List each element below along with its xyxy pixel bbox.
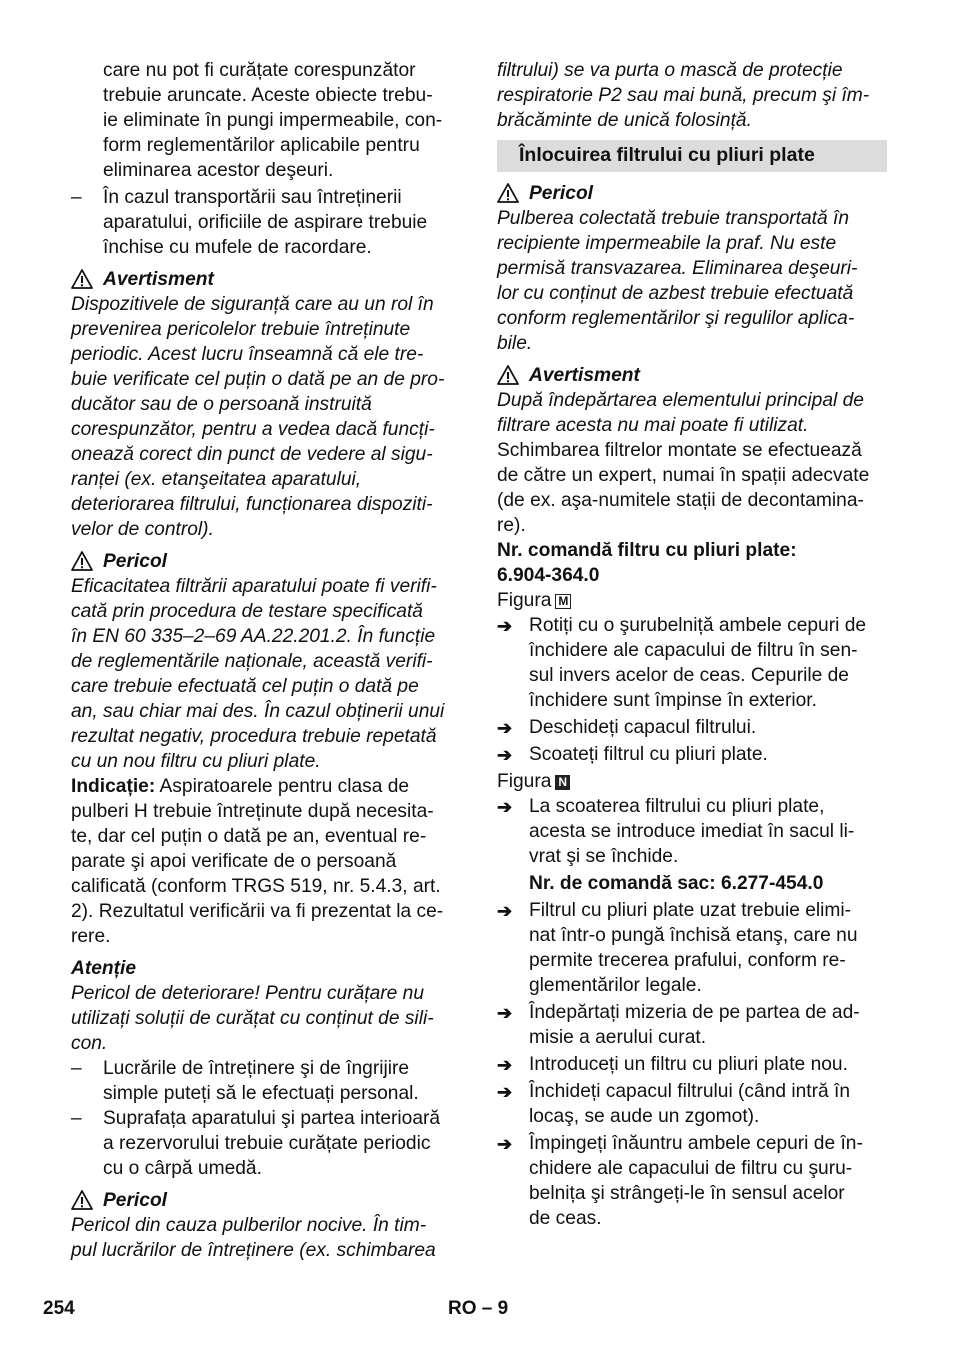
text-line: La scoaterea filtrului cu pliuri plate, — [529, 796, 825, 817]
text-line: recipiente impermeabile la praf. Nu este — [497, 233, 837, 254]
text-line: deteriorarea filtrului, funcționarea dispoziti- — [71, 494, 433, 515]
text-line: utilizați soluții de curățat cu conținut de sili- — [71, 1008, 434, 1029]
text-line: de către un expert, numai în spații adecvate — [497, 465, 870, 486]
warning-title: Avertisment — [529, 364, 640, 386]
attention-title: Atenție — [71, 957, 137, 979]
text-line: Eficacitatea filtrării aparatului poate fi verifi- — [71, 576, 437, 597]
text-line: vrat şi se închide. — [529, 846, 679, 867]
text-line: (de ex. aşa-numitele stații de decontamina- — [497, 490, 864, 511]
danger-title: Pericol — [529, 182, 593, 204]
text-line: Pericol din cauza pulberilor nocive. În tim- — [71, 1215, 427, 1236]
text-line: Pericol de deteriorare! Pentru curățare nu — [71, 983, 425, 1004]
danger-text-continued — [497, 58, 887, 133]
step-item — [497, 1131, 887, 1231]
warning-triangle-icon — [71, 269, 93, 289]
text-line: pul lucrărilor de întreținere (ex. schimbarea — [71, 1240, 436, 1261]
text-line: cată prin procedura de testare specificată — [71, 601, 423, 622]
text-line: cu o cârpă umedă. — [103, 1158, 262, 1179]
text-line: de ceas. — [529, 1208, 602, 1229]
text-line: închise cu mufele de racordare. — [103, 237, 372, 258]
text-line: bile. — [497, 333, 533, 354]
text-line: simple puteți să le efectuați personal. — [103, 1083, 419, 1104]
text-line: onează corect din punct de vedere al sigu- — [71, 444, 433, 465]
text-line: închidere sunt împinse în exterior. — [529, 690, 817, 711]
text-line: Lucrările de întreținere şi de îngrijire — [103, 1058, 410, 1079]
text-line: locaş, se aude un zgomot). — [529, 1106, 760, 1127]
list-item — [71, 1106, 463, 1181]
text-line: filtrului) se va purta o mască de protecție — [497, 60, 843, 81]
arrow-right-icon: ➔ — [497, 745, 513, 765]
text-line: de reglementările naționale, această verifi- — [71, 651, 433, 672]
note-paragraph — [71, 774, 463, 949]
warning-triangle-icon — [71, 1190, 93, 1210]
text-line: corespunzător, pentru a vedea dacă funcți- — [71, 419, 435, 440]
step-item — [497, 715, 887, 740]
text-line: Împingeți înăuntru ambele cepuri de în- — [529, 1133, 863, 1154]
text-line: Închideți capacul filtrului (când intră în — [529, 1081, 851, 1102]
text-line: Aspiratoarele pentru clasa de — [155, 776, 410, 797]
dash-marker: – — [71, 1058, 82, 1079]
text-line: Îndepărtați mizeria de pe partea de ad- — [529, 1002, 860, 1023]
attention-text — [71, 981, 463, 1056]
text-line: Nr. comandă filtru cu pliuri plate: — [497, 540, 797, 561]
warning-text — [71, 292, 463, 542]
text-line: buie verificate cel puțin o dată pe an de pro- — [71, 369, 445, 390]
text-line: Introduceți un filtru cu pliuri plate nou. — [529, 1054, 848, 1075]
danger-title: Pericol — [103, 1189, 167, 1211]
text-line: închidere ale capacului de filtru în sen- — [529, 640, 858, 661]
warning-heading — [71, 266, 463, 292]
figure-label: Figura — [497, 590, 552, 611]
text-line: Schimbarea filtrelor montate se efectuează — [497, 440, 862, 461]
step-item — [497, 1079, 887, 1129]
text-line: eliminarea acestor deşeuri. — [103, 160, 334, 181]
text-line: velor de control). — [71, 519, 214, 540]
warning-text — [497, 388, 887, 438]
danger-heading — [71, 1187, 463, 1213]
list-item — [71, 185, 463, 260]
text-line: nat într-o pungă închisă etanş, care nu — [529, 925, 858, 946]
text-line: aparatului, orificiile de aspirare trebuie — [103, 212, 428, 233]
danger-heading — [71, 548, 463, 574]
arrow-right-icon: ➔ — [497, 1055, 513, 1075]
text-line: Suprafața aparatului şi partea interioară — [103, 1108, 441, 1129]
text-line: periodic. Acest lucru înseamnă că ele tre- — [71, 344, 424, 365]
text-line: ranței (ex. etanşeitatea aparatului, — [71, 469, 362, 490]
text-line: rere. — [71, 926, 111, 947]
text-line: re). — [497, 515, 526, 536]
text-line: Dispozitivele de siguranță care au un rol în — [71, 294, 434, 315]
text-line: ie eliminate în pungi impermeabile, con- — [103, 110, 443, 131]
text-line: trebuie aruncate. Aceste obiecte trebu- — [103, 85, 433, 106]
text-line: permisă transvazarea. Eliminarea deşeuri- — [497, 258, 858, 279]
step-item — [497, 742, 887, 767]
dash-marker: – — [71, 1108, 82, 1129]
paragraph-disposal — [71, 58, 463, 183]
text-line: a rezervorului trebuie curățate periodic — [103, 1133, 431, 1154]
note-label: Indicație: — [71, 776, 156, 797]
text-line: prevenirea pericolelor trebuie întreținute — [71, 319, 411, 340]
arrow-right-icon: ➔ — [497, 616, 513, 636]
attention-heading — [71, 955, 463, 981]
text-line: rezultat negativ, procedura trebuie repetată — [71, 726, 437, 747]
warning-triangle-icon — [71, 551, 93, 571]
text-line: 2). Rezultatul verificării va fi prezentat la ce- — [71, 901, 444, 922]
text-line: glementărilor legale. — [529, 975, 702, 996]
text-line: belnița şi strângeți-le în sensul acelor — [529, 1183, 845, 1204]
step-item — [497, 898, 887, 998]
text-line: cu un nou filtru cu pliuri plate. — [71, 751, 321, 772]
arrow-right-icon: ➔ — [497, 901, 513, 921]
dash-marker: – — [71, 187, 82, 208]
text-line: În cazul transportării sau întreținerii — [103, 187, 402, 208]
danger-heading — [497, 180, 887, 206]
section-title: Înlocuirea filtrului cu pliuri plate — [497, 140, 887, 172]
text-line: care nu pot fi curățate corespunzător — [103, 60, 416, 81]
text-line: te, dar cel puțin o dată pe an, eventual re- — [71, 826, 427, 847]
warning-title: Avertisment — [103, 268, 214, 290]
text-line: acesta se introduce imediat în sacul li- — [529, 821, 855, 842]
danger-text — [71, 574, 463, 774]
text-line: în EN 60 335–2–69 AA.22.201.2. În funcție — [71, 626, 436, 647]
step-item — [497, 1052, 887, 1077]
text-line: Pulberea colectată trebuie transportată în — [497, 208, 849, 229]
danger-text — [71, 1213, 463, 1263]
text-line: an, sau chiar mai des. În cazul obținerii unui — [71, 701, 445, 722]
arrow-right-icon: ➔ — [497, 718, 513, 738]
text-line: lor cu conținut de azbest trebuie efectuată — [497, 283, 854, 304]
figure-letter-n: N — [555, 775, 570, 790]
arrow-right-icon: ➔ — [497, 1003, 513, 1023]
warning-triangle-icon — [497, 365, 519, 385]
text-line: După îndepărtarea elementului principal de — [497, 390, 864, 411]
figure-label: Figura — [497, 771, 552, 792]
section-page-label: RO – 9 — [448, 1298, 509, 1319]
text-line: Rotiți cu o şurubelniță ambele cepuri de — [529, 615, 867, 636]
text-line: con. — [71, 1033, 108, 1054]
text-line: Filtrul cu pliuri plate uzat trebuie elimi- — [529, 900, 852, 921]
danger-title: Pericol — [103, 550, 167, 572]
text-line: calificată (conform TRGS 519, nr. 5.4.3, art. — [71, 876, 441, 897]
warning-heading — [497, 362, 887, 388]
text-line: sul invers acelor de ceas. Cepurile de — [529, 665, 849, 686]
list-item — [71, 1056, 463, 1106]
order-number — [497, 538, 887, 588]
text-line: ducător sau de o persoană instruită — [71, 394, 372, 415]
bag-order-number: Nr. de comandă sac: 6.277-454.0 — [529, 873, 824, 894]
figure-letter-m: M — [555, 594, 571, 609]
text-line: filtrare acesta nu mai poate fi utilizat. — [497, 415, 809, 436]
text-line: 6.904-364.0 — [497, 565, 600, 586]
step-item — [497, 613, 887, 713]
filter-change-text — [497, 438, 887, 538]
danger-text — [497, 206, 887, 356]
right-column — [497, 58, 887, 1231]
arrow-right-icon: ➔ — [497, 797, 513, 817]
text-line: permite trecerea prafului, conform re- — [529, 950, 846, 971]
text-line: brăcăminte de unică folosință. — [497, 110, 752, 131]
text-line: misie a aerului curat. — [529, 1027, 707, 1048]
text-line: chidere ale capacului de filtru cu şuru- — [529, 1158, 853, 1179]
left-column — [71, 58, 463, 1263]
text-line: pulberi H trebuie întreținute după necesita- — [71, 801, 434, 822]
step-item — [497, 794, 887, 869]
text-line: parate şi apoi verificate de o persoană — [71, 851, 397, 872]
arrow-right-icon: ➔ — [497, 1134, 513, 1154]
text-line: respiratorie P2 sau mai bună, precum şi îm- — [497, 85, 870, 106]
figure-reference — [497, 588, 887, 613]
warning-triangle-icon — [497, 183, 519, 203]
text-line: Scoateți filtrul cu pliuri plate. — [529, 744, 768, 765]
text-line: care trebuie efectuată cel puțin o dată pe — [71, 676, 419, 697]
step-item — [497, 1000, 887, 1050]
text-line: Deschideți capacul filtrului. — [529, 717, 757, 738]
page-number: 254 — [43, 1298, 75, 1319]
text-line: conform reglementărilor şi regulilor aplica- — [497, 308, 855, 329]
text-line: form reglementărilor aplicabile pentru — [103, 135, 420, 156]
arrow-right-icon: ➔ — [497, 1082, 513, 1102]
figure-reference — [497, 769, 887, 794]
